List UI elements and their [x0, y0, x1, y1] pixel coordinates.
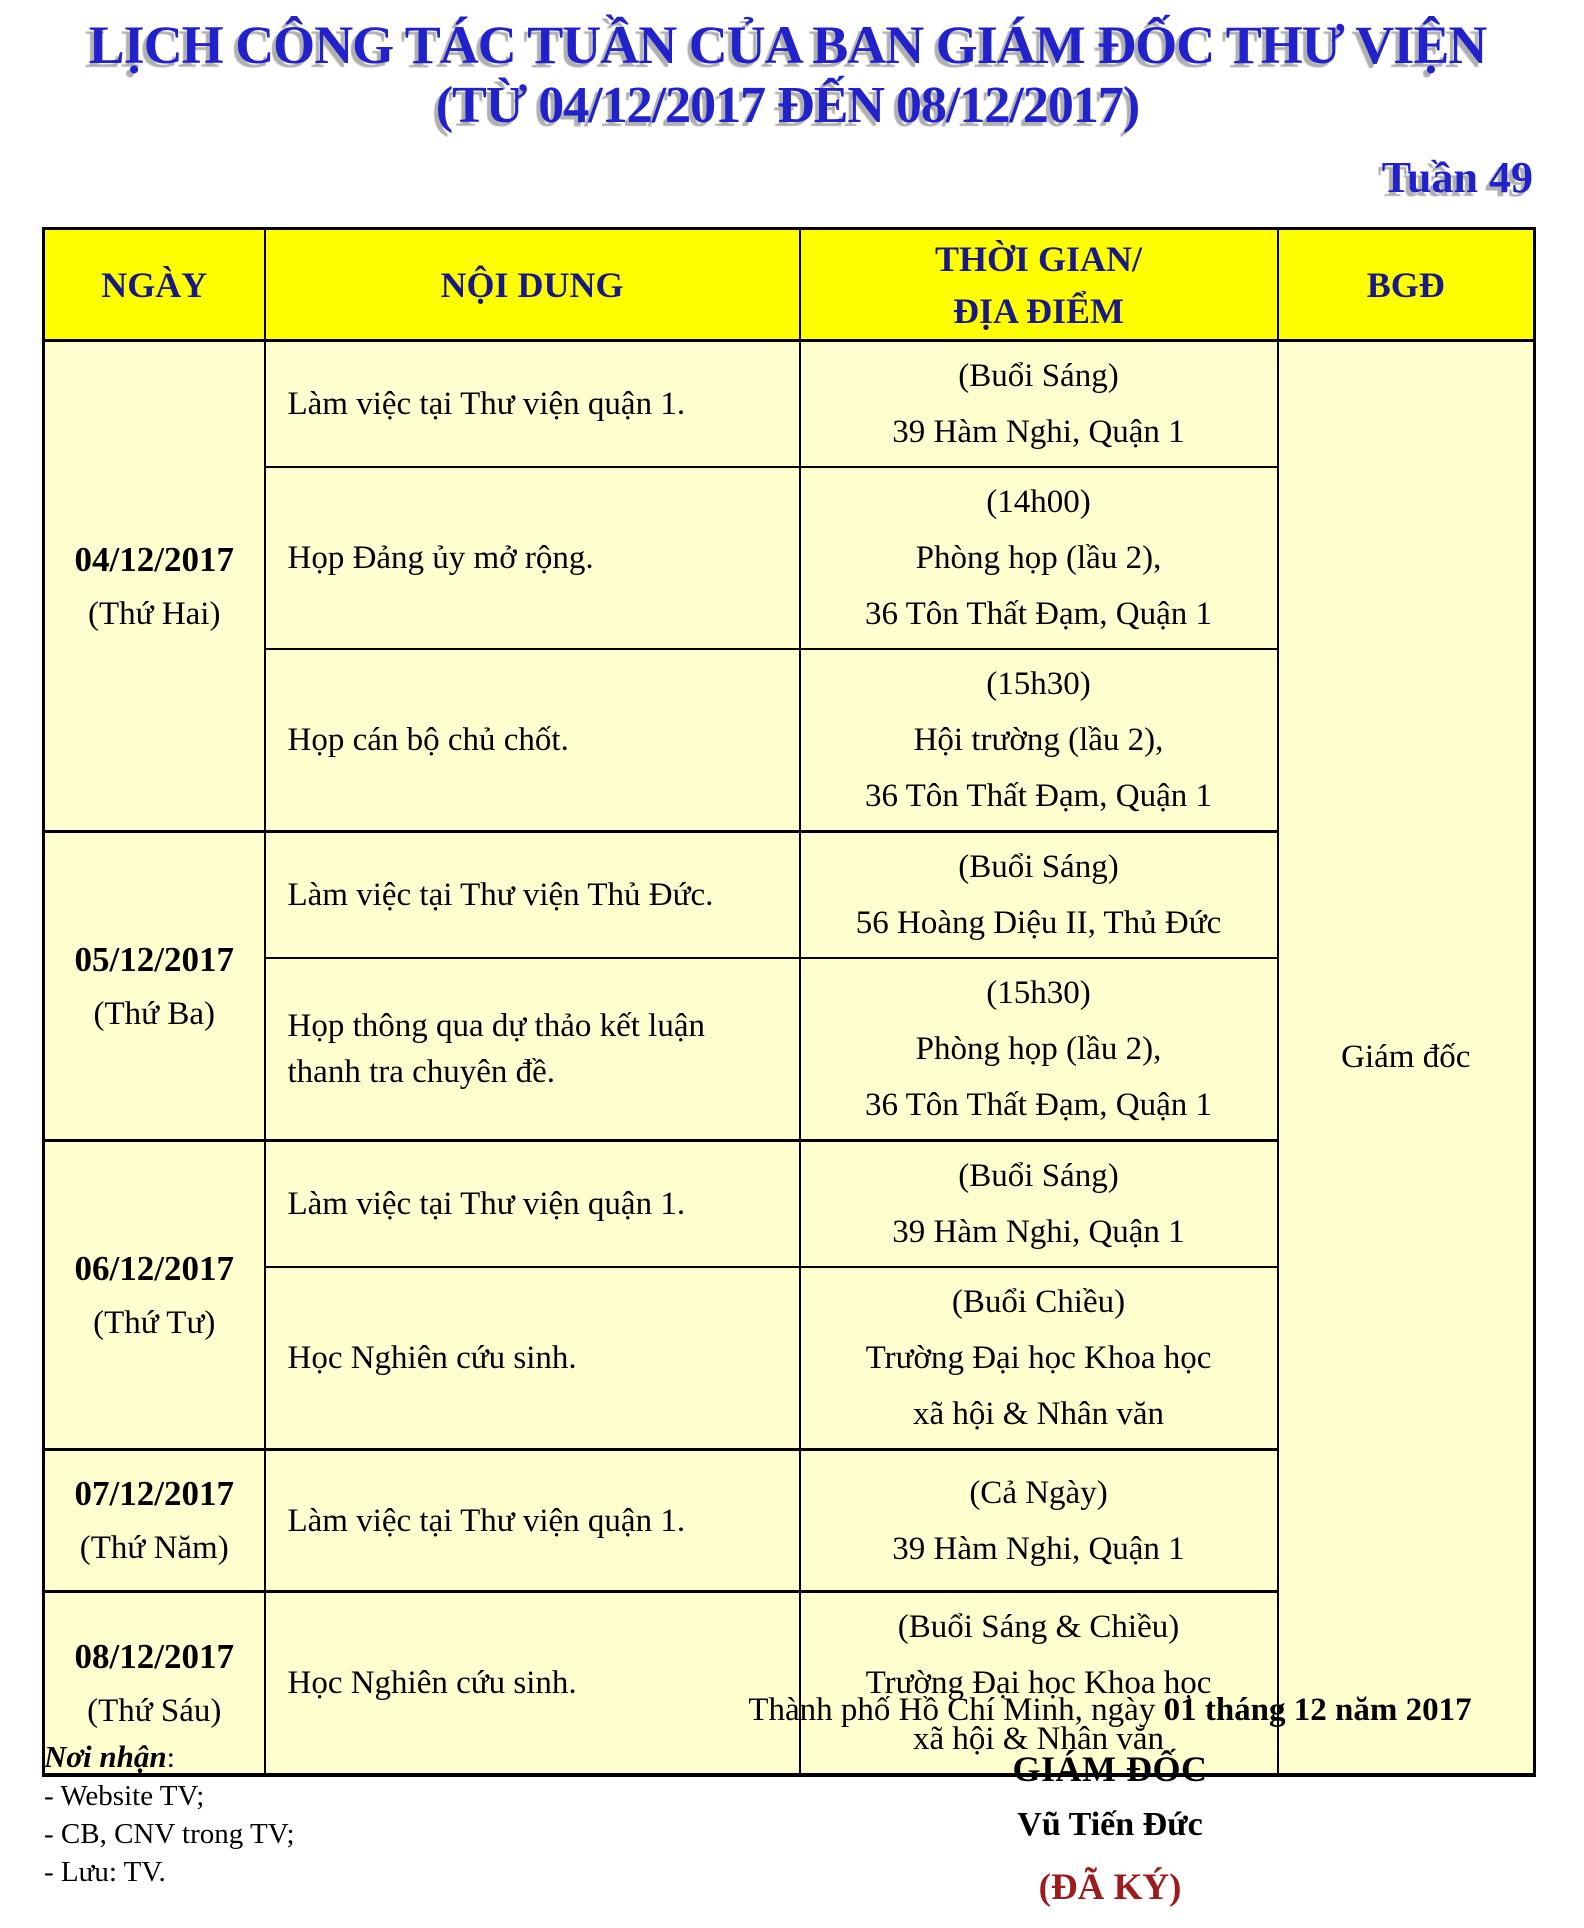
recipients-label: Nơi nhận [44, 1739, 167, 1774]
date-cell-wednesday [44, 1141, 265, 1450]
time-place-line: xã hội & Nhân văn [912, 1396, 1165, 1432]
table-row [44, 341, 1535, 468]
time-place-cell [800, 958, 1278, 1141]
weekday-text: (Thứ Năm) [79, 1530, 229, 1566]
header-row [44, 229, 1535, 341]
date-text: 06/12/2017 [74, 1248, 234, 1288]
weekday-text: (Thứ Hai) [88, 595, 221, 632]
time-place-line: Hội trường (lầu 2), [913, 722, 1164, 758]
time-place-line: (Cả Ngày) [969, 1474, 1108, 1511]
date-text: 04/12/2017 [74, 539, 234, 579]
time-place-line: Phòng họp (lầu 2), [915, 1031, 1162, 1067]
bgd-cell: Giám đốc [1278, 341, 1535, 1776]
column-header-date: NGÀY [44, 229, 265, 341]
content-cell: Học Nghiên cứu sinh. [265, 1592, 800, 1776]
time-place-line: 36 Tôn Thất Đạm, Quận 1 [864, 596, 1213, 632]
column-header-time-line1: THỜI GIAN/ [934, 238, 1143, 279]
time-place-line: (15h30) [986, 666, 1091, 702]
time-place-line: (Buổi Chiều) [951, 1284, 1126, 1320]
content-cell: Làm việc tại Thư viện quận 1. [265, 1141, 800, 1268]
weekday-text: (Thứ Ba) [93, 995, 215, 1032]
page-subtitle: (TỪ 04/12/2017 ĐẾN 08/12/2017) [435, 77, 1140, 134]
date-cell-tuesday [44, 832, 265, 1141]
time-place-line: (Buổi Sáng) [958, 1158, 1119, 1194]
time-place-cell [800, 1450, 1278, 1592]
time-place-cell [800, 1141, 1278, 1268]
date-text: 07/12/2017 [74, 1474, 234, 1513]
time-place-cell [800, 467, 1278, 649]
time-place-cell [800, 1267, 1278, 1450]
content-cell: Họp Đảng ủy mở rộng. [265, 467, 800, 649]
recipient-item: - CB, CNV trong TV; [44, 1818, 295, 1850]
time-place-line: (14h00) [986, 484, 1091, 520]
weekday-text: (Thứ Tư) [93, 1304, 216, 1341]
weekday-text: (Thứ Sáu) [87, 1692, 222, 1729]
place-date-bold: 01 tháng 12 năm 2017 [1163, 1692, 1472, 1728]
schedule-table [42, 227, 1536, 1777]
time-place-line: (Buổi Sáng) [958, 358, 1119, 394]
date-cell-monday [44, 341, 265, 832]
time-place-line: Trường Đại học Khoa học [865, 1665, 1212, 1701]
time-place-line: 36 Tôn Thất Đạm, Quận 1 [864, 778, 1213, 814]
time-place-line: (15h30) [986, 975, 1091, 1011]
date-text: 05/12/2017 [74, 939, 234, 979]
time-place-line: xã hội & Nhân văn [912, 1721, 1165, 1757]
signed-stamp: (ĐÃ KÝ) [1038, 1867, 1182, 1908]
page-title: LỊCH CÔNG TÁC TUẦN CỦA BAN GIÁM ĐỐC THƯ VIỆN [88, 15, 1487, 75]
time-place-line: 56 Hoàng Diệu II, Thủ Đức [855, 905, 1222, 941]
signature-place-date [660, 1692, 1560, 1729]
recipients-block [44, 1738, 295, 1891]
time-place-line: Phòng họp (lầu 2), [915, 540, 1162, 576]
time-place-line: 39 Hàm Nghi, Quận 1 [892, 414, 1185, 450]
signature-name: Vũ Tiến Đức [1017, 1806, 1203, 1843]
recipients-heading [44, 1738, 295, 1777]
content-cell: Học Nghiên cứu sinh. [265, 1267, 800, 1450]
recipient-item: - Website TV; [44, 1780, 205, 1812]
content-cell: Họp cán bộ chủ chốt. [265, 649, 800, 832]
time-place-line: 36 Tôn Thất Đạm, Quận 1 [864, 1087, 1213, 1123]
time-place-cell [800, 649, 1278, 832]
recipients-colon: : [166, 1741, 175, 1774]
date-text: 08/12/2017 [74, 1636, 234, 1676]
column-header-time-line2: ĐỊA ĐIỂM [952, 290, 1125, 331]
time-place-cell [800, 341, 1278, 468]
content-cell: Làm việc tại Thư viện Thủ Đức. [265, 832, 800, 959]
time-place-line: 39 Hàm Nghi, Quận 1 [892, 1530, 1185, 1567]
time-place-line: Trường Đại học Khoa học [865, 1340, 1212, 1376]
time-place-line: (Buổi Sáng & Chiều) [897, 1609, 1180, 1645]
recipient-item: - Lưu: TV. [44, 1856, 166, 1888]
column-header-content: NỘI DUNG [265, 229, 800, 341]
signature-role: GIÁM ĐỐC [1012, 1749, 1208, 1789]
column-header-time-place [800, 229, 1278, 341]
content-cell: Làm việc tại Thư viện quận 1. [265, 1450, 800, 1592]
content-cell: Họp thông qua dự thảo kết luận thanh tra chuyên đề. [265, 958, 800, 1141]
time-place-cell [800, 832, 1278, 959]
date-cell-thursday [44, 1450, 265, 1592]
week-number-label: Tuần 49 [1381, 153, 1533, 202]
time-place-line: 39 Hàm Nghi, Quận 1 [892, 1214, 1185, 1250]
time-place-line: (Buổi Sáng) [958, 849, 1119, 885]
place-date-normal: Thành phố Hồ Chí Minh, ngày [748, 1692, 1164, 1728]
title-block [42, 14, 1533, 136]
column-header-bgd: BGĐ [1278, 229, 1535, 341]
content-cell: Làm việc tại Thư viện quận 1. [265, 341, 800, 468]
